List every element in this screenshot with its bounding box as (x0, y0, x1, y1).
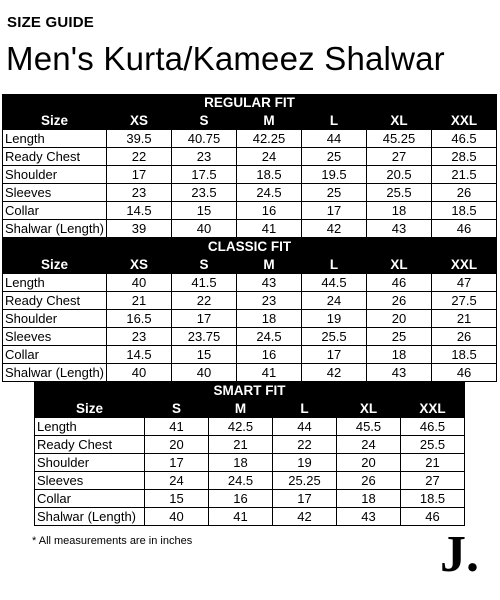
size-column-header: Size (3, 256, 107, 274)
size-header-row (3, 256, 497, 274)
table-row (3, 292, 497, 310)
measurement-value: 18 (237, 310, 302, 328)
measurement-label: Collar (35, 490, 145, 508)
measurement-value: 41 (145, 418, 209, 436)
fit-title-row (3, 239, 497, 256)
measurement-value: 41 (237, 364, 302, 382)
measurement-value: 42 (273, 508, 337, 526)
fit-title: SMART FIT (35, 383, 465, 400)
measurement-value: 18.5 (237, 166, 302, 184)
table-row (35, 508, 465, 526)
size-header-cell: XL (337, 400, 401, 418)
size-header-cell: M (237, 112, 302, 130)
size-header-cell: XL (367, 112, 432, 130)
measurement-value: 27 (367, 148, 432, 166)
measurement-value: 21 (401, 454, 465, 472)
measurement-value: 23 (107, 328, 172, 346)
measurement-value: 43 (367, 220, 432, 238)
measurement-value: 42 (302, 364, 367, 382)
measurement-value: 42.25 (237, 130, 302, 148)
measurement-value: 14.5 (107, 202, 172, 220)
measurement-value: 44 (302, 130, 367, 148)
measurement-label: Ready Chest (35, 436, 145, 454)
measurement-value: 45.5 (337, 418, 401, 436)
measurement-label: Shoulder (3, 166, 107, 184)
table-row (3, 184, 497, 202)
measurement-value: 24.5 (237, 328, 302, 346)
measurement-value: 42 (302, 220, 367, 238)
measurement-label: Sleeves (3, 328, 107, 346)
size-guide-label: SIZE GUIDE (7, 14, 95, 31)
measurement-value: 18 (209, 454, 273, 472)
measurement-value: 25.25 (273, 472, 337, 490)
table-row (35, 418, 465, 436)
measurement-value: 17 (172, 310, 237, 328)
measurement-value: 39 (107, 220, 172, 238)
size-column-header: Size (3, 112, 107, 130)
measurement-value: 19 (302, 310, 367, 328)
measurement-label: Collar (3, 346, 107, 364)
measurement-value: 22 (107, 148, 172, 166)
measurement-value: 40 (107, 274, 172, 292)
measurement-label: Shoulder (35, 454, 145, 472)
measurement-footnote: * All measurements are in inches (32, 535, 193, 547)
measurement-value: 26 (432, 184, 497, 202)
measurement-value: 21 (107, 292, 172, 310)
classic-fit-table (2, 238, 497, 382)
measurement-value: 25 (302, 184, 367, 202)
page-title: Men's Kurta/Kameez Shalwar (6, 40, 445, 77)
table-row (3, 310, 497, 328)
table-row (35, 436, 465, 454)
measurement-label: Shalwar (Length) (35, 508, 145, 526)
measurement-label: Shalwar (Length) (3, 364, 107, 382)
table-row (35, 490, 465, 508)
measurement-value: 26 (432, 328, 497, 346)
measurement-value: 16 (237, 202, 302, 220)
size-header-cell: L (302, 256, 367, 274)
measurement-value: 16 (209, 490, 273, 508)
fit-title-row (3, 95, 497, 112)
measurement-value: 44 (273, 418, 337, 436)
size-header-cell: XXL (432, 256, 497, 274)
table-row (35, 454, 465, 472)
measurement-value: 23 (237, 292, 302, 310)
measurement-value: 24.5 (209, 472, 273, 490)
size-header-cell: XXL (401, 400, 465, 418)
measurement-value: 45.25 (367, 130, 432, 148)
measurement-value: 27 (401, 472, 465, 490)
measurement-value: 46 (367, 274, 432, 292)
measurement-value: 46.5 (401, 418, 465, 436)
measurement-value: 18 (367, 202, 432, 220)
measurement-value: 17 (302, 346, 367, 364)
measurement-value: 40 (172, 364, 237, 382)
size-column-header: Size (35, 400, 145, 418)
measurement-value: 40 (145, 508, 209, 526)
measurement-value: 20 (367, 310, 432, 328)
measurement-value: 16.5 (107, 310, 172, 328)
measurement-value: 19 (273, 454, 337, 472)
size-header-cell: S (172, 112, 237, 130)
measurement-value: 19.5 (302, 166, 367, 184)
measurement-value: 17 (302, 202, 367, 220)
measurement-value: 43 (367, 364, 432, 382)
measurement-value: 16 (237, 346, 302, 364)
size-header-cell: XS (107, 112, 172, 130)
measurement-value: 21.5 (432, 166, 497, 184)
measurement-value: 40.75 (172, 130, 237, 148)
measurement-value: 22 (172, 292, 237, 310)
measurement-value: 46 (432, 220, 497, 238)
table-row (3, 346, 497, 364)
measurement-label: Ready Chest (3, 292, 107, 310)
measurement-value: 24 (302, 292, 367, 310)
measurement-value: 24.5 (237, 184, 302, 202)
measurement-value: 39.5 (107, 130, 172, 148)
measurement-value: 14.5 (107, 346, 172, 364)
measurement-value: 41.5 (172, 274, 237, 292)
measurement-value: 40 (172, 220, 237, 238)
measurement-value: 17.5 (172, 166, 237, 184)
measurement-value: 22 (273, 436, 337, 454)
measurement-value: 18.5 (432, 202, 497, 220)
measurement-label: Shoulder (3, 310, 107, 328)
measurement-value: 46 (401, 508, 465, 526)
measurement-value: 46.5 (432, 130, 497, 148)
measurement-value: 26 (367, 292, 432, 310)
measurement-value: 41 (237, 220, 302, 238)
measurement-value: 25.5 (401, 436, 465, 454)
measurement-label: Collar (3, 202, 107, 220)
fit-title: REGULAR FIT (3, 95, 497, 112)
measurement-value: 27.5 (432, 292, 497, 310)
brand-logo: J. (440, 526, 479, 583)
size-header-cell: XL (367, 256, 432, 274)
measurement-value: 42.5 (209, 418, 273, 436)
table-row (3, 166, 497, 184)
size-header-cell: M (209, 400, 273, 418)
measurement-value: 26 (337, 472, 401, 490)
size-header-cell: XS (107, 256, 172, 274)
measurement-value: 25.5 (367, 184, 432, 202)
measurement-value: 21 (209, 436, 273, 454)
measurement-value: 21 (432, 310, 497, 328)
table-row (3, 364, 497, 382)
measurement-value: 44.5 (302, 274, 367, 292)
size-header-cell: S (145, 400, 209, 418)
measurement-value: 24 (145, 472, 209, 490)
measurement-value: 25 (367, 328, 432, 346)
measurement-label: Length (3, 130, 107, 148)
smart-fit-table (34, 382, 465, 526)
measurement-value: 15 (172, 202, 237, 220)
measurement-label: Length (3, 274, 107, 292)
table-row (3, 274, 497, 292)
table-row (3, 130, 497, 148)
measurement-value: 23 (107, 184, 172, 202)
measurement-value: 18.5 (401, 490, 465, 508)
measurement-value: 46 (432, 364, 497, 382)
size-header-cell: M (237, 256, 302, 274)
table-row (35, 472, 465, 490)
measurement-value: 18.5 (432, 346, 497, 364)
measurement-value: 18 (367, 346, 432, 364)
measurement-value: 23.75 (172, 328, 237, 346)
measurement-label: Sleeves (3, 184, 107, 202)
measurement-value: 18 (337, 490, 401, 508)
measurement-value: 43 (237, 274, 302, 292)
measurement-value: 25 (302, 148, 367, 166)
measurement-label: Sleeves (35, 472, 145, 490)
measurement-value: 24 (337, 436, 401, 454)
measurement-label: Shalwar (Length) (3, 220, 107, 238)
measurement-value: 24 (237, 148, 302, 166)
measurement-value: 17 (145, 454, 209, 472)
table-row (3, 148, 497, 166)
measurement-value: 17 (107, 166, 172, 184)
size-header-row (35, 400, 465, 418)
measurement-value: 28.5 (432, 148, 497, 166)
measurement-value: 40 (107, 364, 172, 382)
measurement-value: 23.5 (172, 184, 237, 202)
fit-title: CLASSIC FIT (3, 239, 497, 256)
size-header-row (3, 112, 497, 130)
size-header-cell: L (273, 400, 337, 418)
measurement-label: Ready Chest (3, 148, 107, 166)
size-header-cell: S (172, 256, 237, 274)
measurement-value: 20.5 (367, 166, 432, 184)
size-header-cell: L (302, 112, 367, 130)
measurement-value: 15 (172, 346, 237, 364)
measurement-value: 20 (337, 454, 401, 472)
measurement-value: 43 (337, 508, 401, 526)
measurement-value: 25.5 (302, 328, 367, 346)
measurement-value: 17 (273, 490, 337, 508)
measurement-label: Length (35, 418, 145, 436)
measurement-value: 47 (432, 274, 497, 292)
table-row (3, 202, 497, 220)
table-row (3, 328, 497, 346)
measurement-value: 41 (209, 508, 273, 526)
measurement-value: 23 (172, 148, 237, 166)
regular-fit-table (2, 94, 497, 238)
table-row (3, 220, 497, 238)
measurement-value: 15 (145, 490, 209, 508)
fit-title-row (35, 383, 465, 400)
size-header-cell: XXL (432, 112, 497, 130)
measurement-value: 20 (145, 436, 209, 454)
